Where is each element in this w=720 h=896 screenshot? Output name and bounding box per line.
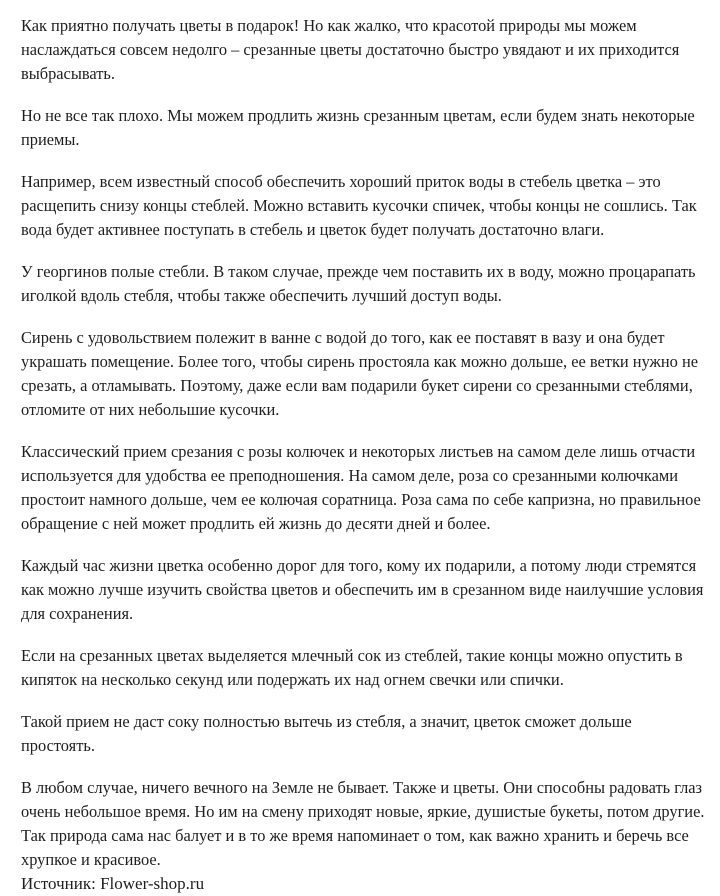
paragraph-intro: Как приятно получать цветы в подарок! Но как жалко, что красотой природы мы можем наслаждаться совсем недолго – срезанные цветы достаточно быстро увядают и их приходится выбрасывать. xyxy=(21,16,680,83)
paragraph-dahlias: У георгинов полые стебли. В таком случае, прежде чем поставить их в воду, можно процарапать иголкой вдоль стебля, чтобы также обеспечить лучший доступ воды. xyxy=(21,262,696,305)
paragraph-lilac: Сирень с удовольствием полежит в ванне с водой до того, как ее поставят в вазу и она будет украшать помещение. Более того, чтобы сирень простояла как можно дольше, ее ветки нужно не срезать, а отламывать. Поэтому, даже если вам подарили букет сирени со срезанными стеблями, отломите от них небольшие кусочки. xyxy=(21,328,698,419)
paragraph-rose-thorns: Классический прием срезания с розы колючек и некоторых листьев на самом деле лишь отчасти используется для удобства ее преподношения. На самом деле, роза со срезанными колючками простоит намного дольше, чем ее колючая соратница. Роза сама по себе капризна, но правильное обращение с ней может продлить ей жизнь до десяти дней и более. xyxy=(21,442,701,533)
source-credit: Источник: Flower-shop.ru xyxy=(21,874,205,893)
paragraph-sap-technique: Такой прием не даст соку полностью вытечь из стебля, а значит, цветок сможет дольше простоять. xyxy=(21,712,632,755)
paragraph-every-hour: Каждый час жизни цветка особенно дорог для того, кому их подарили, а потому люди стремятся как можно лучше изучить свойства цветов и обеспечить им в срезанном виде наилучшие условия для сохранения. xyxy=(21,556,704,623)
paragraph-not-so-bad: Но не все так плохо. Мы можем продлить жизнь срезанным цветам, если будем знать некоторые приемы. xyxy=(21,106,695,149)
paragraph-conclusion: В любом случае, ничего вечного на Земле не бывает. Также и цветы. Они способны радовать глаз очень небольшое время. Но им на смену приходят новые, яркие, душистые букеты, потом другие. Так природа сама нас балует и в то же время напоминает о том, как важно хранить и беречь все хрупкое и красивое. xyxy=(21,778,705,869)
paragraph-split-stems: Например, всем известный способ обеспечить хороший приток воды в стебель цветка – это расщепить снизу концы стеблей. Можно вставить кусочки спичек, чтобы концы не сошлись. Так вода будет активнее поступать в стебель и цветок будет получать достаточно влаги. xyxy=(21,172,697,239)
paragraph-milky-sap: Если на срезанных цветах выделяется млечный сок из стеблей, такие концы можно опустить в кипяток на несколько секунд или подержать их над огнем свечки или спички. xyxy=(21,646,683,689)
article xyxy=(21,14,708,896)
